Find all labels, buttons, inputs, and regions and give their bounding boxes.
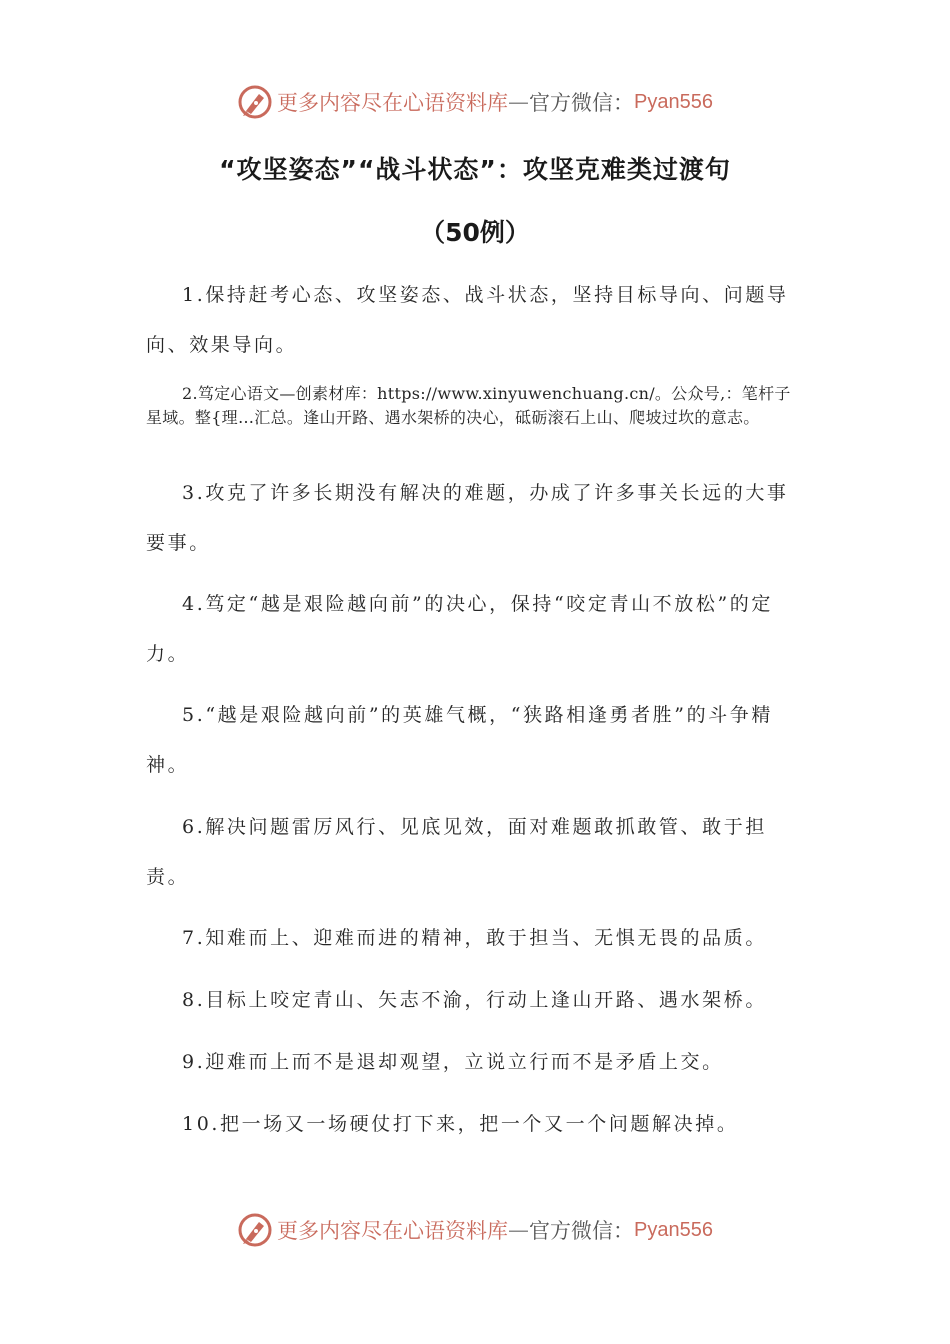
banner-main-text: 更多内容尽在心语资料库 bbox=[277, 1219, 509, 1243]
banner-wechat-label: 官方微信： bbox=[529, 91, 635, 115]
document-subtitle: （50例） bbox=[420, 218, 530, 247]
list-item-4: 4.笃定“越是艰险越向前”的决心，保持“咬定青山不放松”的定力。 bbox=[146, 593, 773, 665]
list-item-8: 8.目标上咬定青山、矢志不渝，行动上逢山开路、遇水架桥。 bbox=[182, 989, 767, 1011]
banner-separator: — bbox=[508, 1218, 530, 1242]
header-banner bbox=[0, 80, 950, 124]
list-item-2: 2.笃定心语文—创素材库：https://www.xinyuwenchuang.cn/。公众号,：笔杆子星域。整{理…汇总。逢山开路、遇水架桥的决心，砥砺滚石上山、爬坡过坎的意志。 bbox=[146, 384, 791, 427]
document-title: “攻坚姿态”“战斗状态”：攻坚克难类过渡句 bbox=[219, 155, 731, 184]
list-item-7: 7.知难而上、迎难而进的精神，敢于担当、无惧无畏的品质。 bbox=[182, 927, 767, 949]
footer-banner bbox=[0, 1208, 950, 1252]
banner-wechat-id: Pyan556 bbox=[634, 1218, 713, 1241]
list-item-5: 5.“越是艰险越向前”的英雄气概，“狭路相逢勇者胜”的斗争精神。 bbox=[146, 704, 773, 776]
list-item-1: 1.保持赶考心态、攻坚姿态、战斗状态，坚持目标导向、问题导向、效果导向。 bbox=[146, 284, 789, 356]
banner-wechat-id: Pyan556 bbox=[634, 90, 713, 113]
pen-nib-logo-icon bbox=[237, 84, 273, 120]
banner-wechat-label: 官方微信： bbox=[529, 1219, 635, 1243]
pen-nib-logo-icon bbox=[237, 1212, 273, 1248]
list-item-6: 6.解决问题雷厉风行、见底见效，面对难题敢抓敢管、敢于担责。 bbox=[146, 816, 767, 888]
list-item-10: 10.把一场又一场硬仗打下来，把一个又一个问题解决掉。 bbox=[182, 1113, 739, 1135]
banner-separator: — bbox=[508, 90, 530, 114]
list-item-3: 3.攻克了许多长期没有解决的难题，办成了许多事关长远的大事要事。 bbox=[146, 482, 789, 554]
list-item-9: 9.迎难而上而不是退却观望，立说立行而不是矛盾上交。 bbox=[182, 1051, 724, 1073]
banner-main-text: 更多内容尽在心语资料库 bbox=[277, 91, 509, 115]
